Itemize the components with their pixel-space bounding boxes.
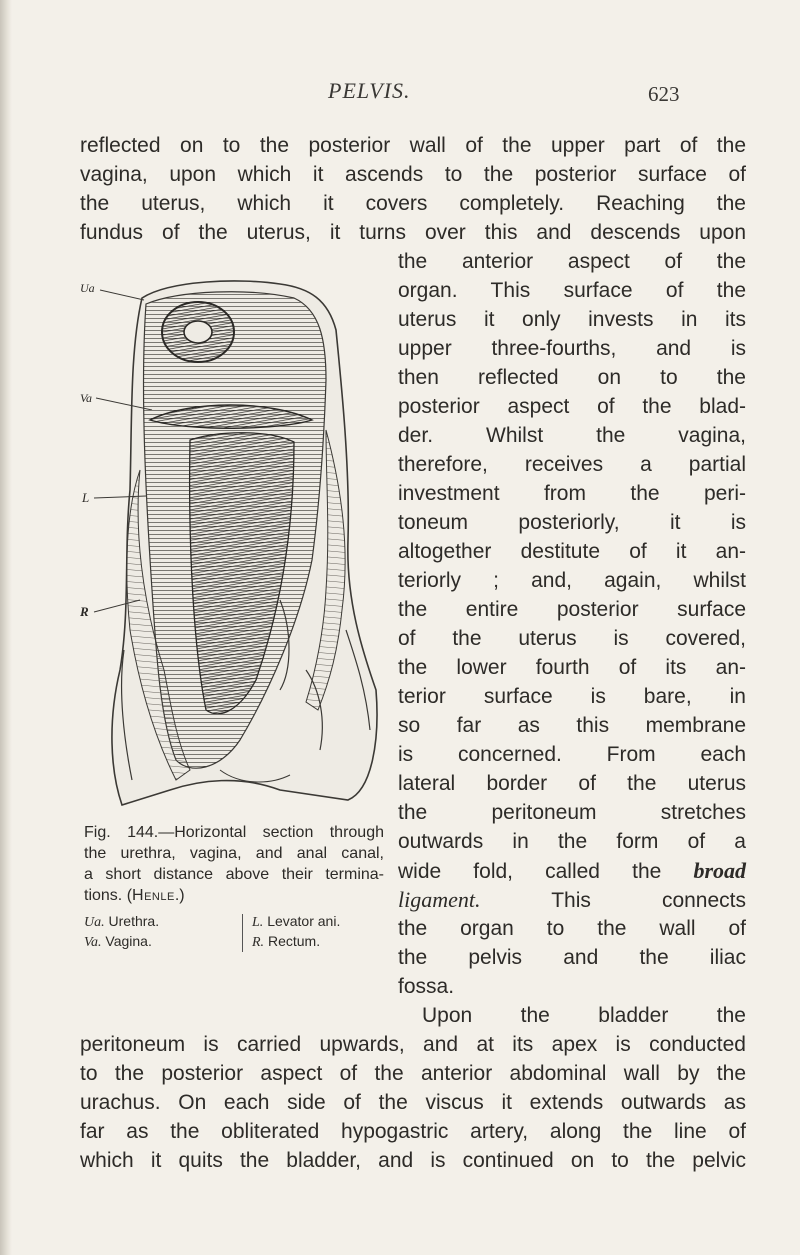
- text-line: reflected on to the posterior wall of the upper part of the: [80, 134, 746, 157]
- legend-divider: [242, 914, 243, 952]
- caption-line: a short distance above their termina-: [84, 866, 384, 883]
- legend-item-l: [252, 912, 340, 932]
- text-fragment: wide fold, called the: [398, 860, 662, 883]
- text-line: fossa.: [398, 975, 455, 998]
- text-line: organ. This surface of the: [398, 279, 746, 302]
- term-broad: broad: [693, 858, 746, 883]
- text-line: uterus it only invests in its: [398, 308, 746, 331]
- legend-value: Levator ani.: [267, 913, 341, 929]
- term-ligament: ligament.: [398, 887, 481, 912]
- caption-line: [84, 885, 384, 906]
- text-line: outwards in the form of a: [398, 830, 746, 853]
- text-line: so far as this membrane: [398, 714, 746, 737]
- caption-fragment: .): [174, 887, 185, 904]
- text-line: the uterus, which it covers completely. Reaching the: [80, 192, 746, 215]
- caption-line: Fig. 144.—Horizontal section through: [84, 824, 384, 841]
- text-line: which it quits the bladder, and is continued on to the pelvic: [80, 1149, 746, 1172]
- caption-fragment: tions. (: [84, 887, 133, 904]
- paragraph-start: Upon the bladder the: [422, 1004, 746, 1027]
- text-line: of the uterus is covered,: [398, 627, 746, 650]
- legend-key: R.: [252, 935, 265, 950]
- figure-caption: [84, 822, 384, 906]
- page-header: [0, 68, 800, 108]
- figure-label-l: L: [82, 490, 90, 505]
- anatomical-figure: [80, 270, 380, 810]
- figure-label-r: R: [80, 604, 89, 619]
- text-line: der. Whilst the vagina,: [398, 424, 746, 447]
- figure-label-va: Va: [80, 391, 92, 405]
- text-line: the lower fourth of its an-: [398, 656, 746, 679]
- text-line: to the posterior aspect of the anterior abdominal wall by the: [80, 1062, 746, 1085]
- text-line: lateral border of the uterus: [398, 772, 746, 795]
- legend-value: Rectum.: [267, 933, 321, 949]
- text-line: upper three-fourths, and is: [398, 337, 746, 360]
- figure-label-ua: Ua: [80, 281, 95, 295]
- text-line: investment from the peri-: [398, 482, 746, 505]
- text-line: [398, 885, 746, 915]
- text-line: the entire posterior surface: [398, 598, 746, 621]
- text-line: toneum posteriorly, it is: [398, 511, 746, 534]
- text-line: altogether destitute of it an-: [398, 540, 746, 563]
- section-drawing: [80, 270, 380, 810]
- legend-key: Va.: [84, 935, 102, 950]
- text-line: then reflected on to the: [398, 366, 746, 389]
- caption-author: Henle: [132, 887, 175, 904]
- legend-key: Ua.: [84, 915, 105, 930]
- page-number: 623: [648, 82, 680, 106]
- legend-column-right: [252, 912, 340, 952]
- legend-item-va: [84, 932, 159, 952]
- legend-key: L.: [252, 915, 264, 930]
- running-head: PELVIS.: [328, 78, 411, 103]
- text-line: far as the obliterated hypogastric artery, along the line of: [80, 1120, 746, 1143]
- text-line: the organ to the wall of: [398, 917, 746, 940]
- text-line: peritoneum is carried upwards, and at its apex is conducted: [80, 1033, 746, 1056]
- page-edge-shadow: [0, 0, 12, 1255]
- text-line: posterior aspect of the blad-: [398, 395, 746, 418]
- legend-column-left: [84, 912, 159, 952]
- text-line: fundus of the uterus, it turns over this and descends upon: [80, 221, 746, 244]
- legend-value: Urethra.: [108, 913, 160, 929]
- legend-value: Vagina.: [105, 933, 152, 949]
- text-line: the pelvis and the iliac: [398, 946, 746, 969]
- text-line: [398, 856, 746, 886]
- legend-item-ua: [84, 912, 159, 932]
- text-line: therefore, receives a partial: [398, 453, 746, 476]
- text-line: teriorly ; and, again, whilst: [398, 569, 746, 592]
- text-line: urachus. On each side of the viscus it extends outwards as: [80, 1091, 746, 1114]
- legend-item-r: [252, 932, 340, 952]
- text-line: the anterior aspect of the: [398, 250, 746, 273]
- text-line: the peritoneum stretches: [398, 801, 746, 824]
- text-line: vagina, upon which it ascends to the posterior surface of: [80, 163, 746, 186]
- text-line: terior surface is bare, in: [398, 685, 746, 708]
- text-line: is concerned. From each: [398, 743, 746, 766]
- caption-line: the urethra, vagina, and anal canal,: [84, 845, 384, 862]
- text-fragment: This connects: [551, 889, 746, 912]
